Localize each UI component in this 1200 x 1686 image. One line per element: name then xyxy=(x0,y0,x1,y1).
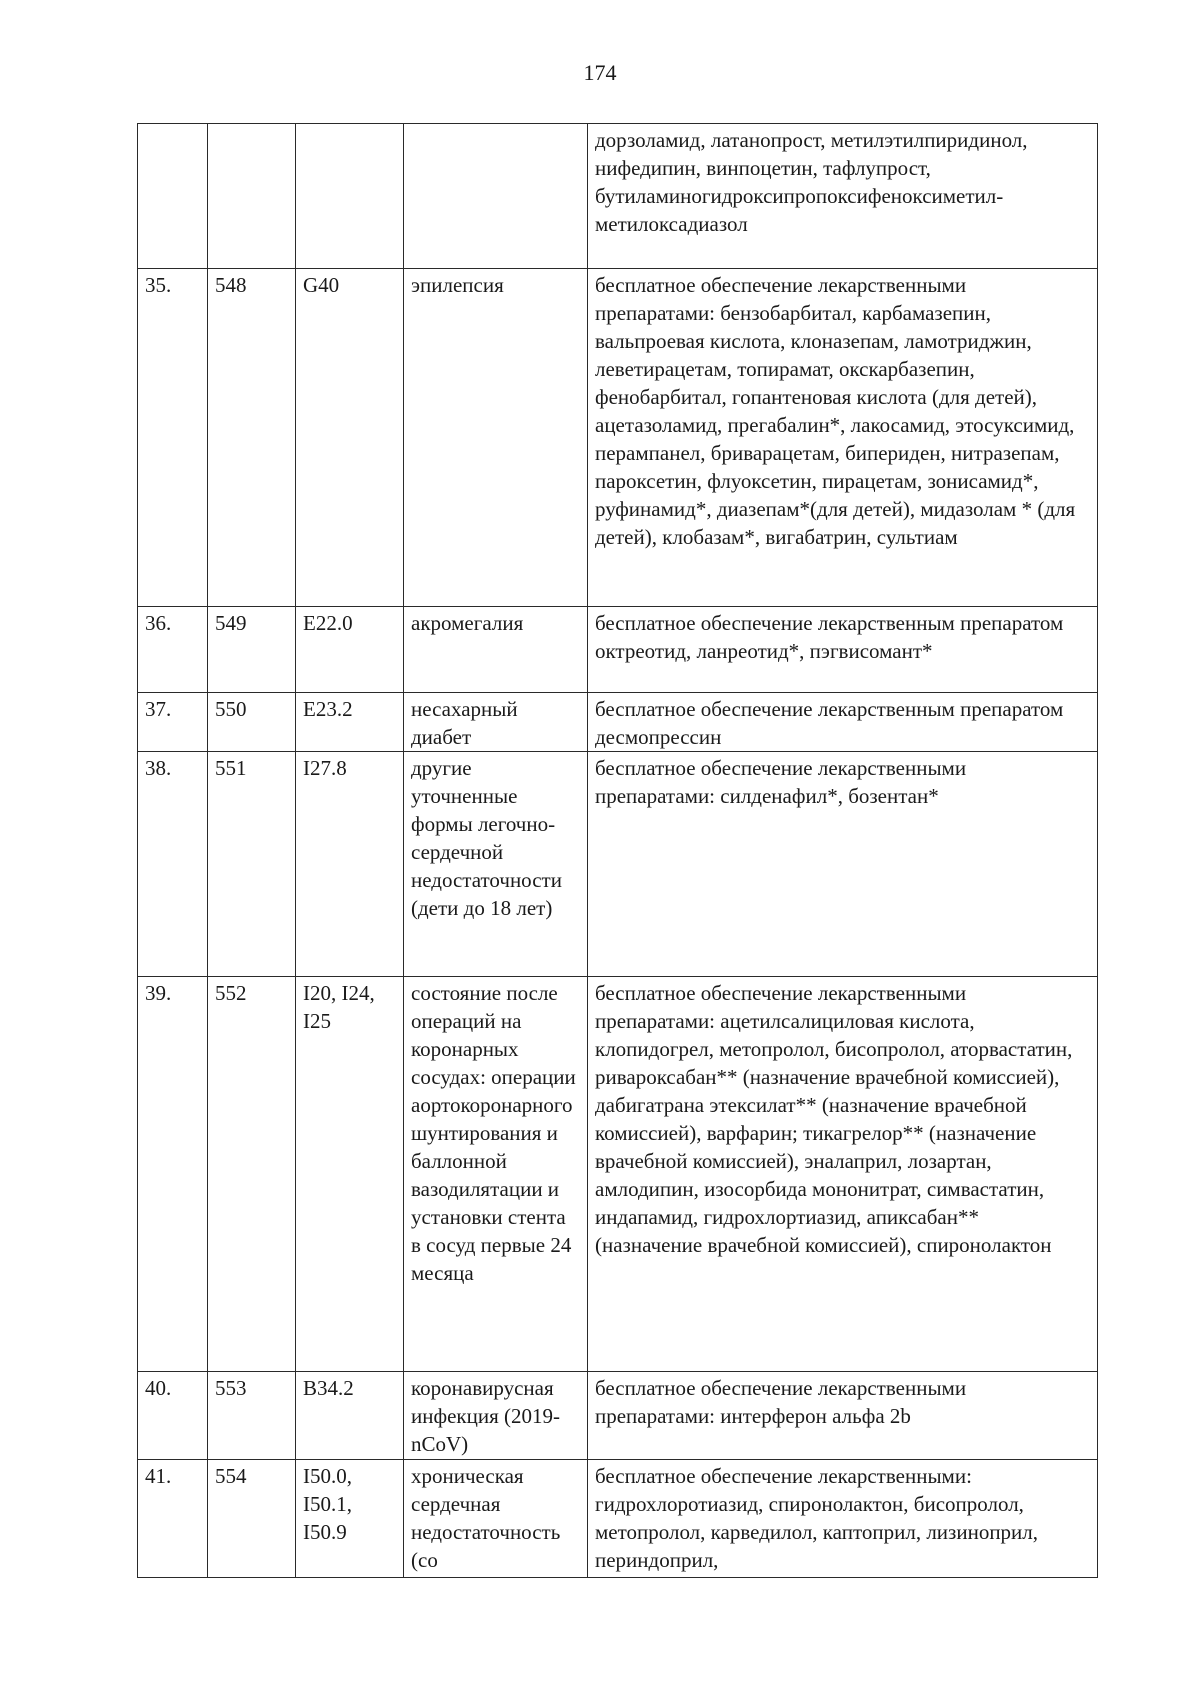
row-support: бесплатное обеспечение лекарственным препаратом десмопрессин xyxy=(588,693,1098,752)
row-disease: эпилепсия xyxy=(404,269,588,607)
row-code: 553 xyxy=(208,1372,296,1460)
row-support: бесплатное обеспечение лекарственными препаратами: бензобарбитал, карбамазепин, вальпроевая кислота, клоназепам, ламотриджин, леветирацетам, топирамат, окскарбазепин, фенобарбитал, гопантеновая кислота (для детей), ацетазоламид, прегабалин*, лакосамид, этосуксимид, перампанел, бриварацетам, бипериден, нитразепам, пароксетин, флуоксетин, пирацетам, зонисамид*, руфинамид*, диазепам*(для детей), мидазолам * (для детей), клобазам*, вигабатрин, сультиам xyxy=(588,269,1098,607)
row-number xyxy=(138,124,208,269)
row-code: 549 xyxy=(208,607,296,693)
row-number: 40. xyxy=(138,1372,208,1460)
table-row xyxy=(138,977,1098,1372)
row-support: бесплатное обеспечение лекарственными: гидрохлоротиазид, спиронолактон, бисопролол, метопролол, карведилол, каптоприл, лизиноприл, периндоприл, xyxy=(588,1460,1098,1578)
table-row xyxy=(138,752,1098,977)
table-row xyxy=(138,607,1098,693)
row-disease: состояние после операций на коронарных сосудах: операции аортокоронарного шунтирования и баллонной вазодилятации и установки стента в сосуд первые 24 месяца xyxy=(404,977,588,1372)
row-support: дорзоламид, латанопрост, метилэтилпиридинол, нифедипин, винпоцетин, тафлупрост, бутиламиногидроксипропоксифеноксиметил-метилоксадиазол xyxy=(588,124,1098,269)
row-icd-code: I20, I24, I25 xyxy=(296,977,404,1372)
row-icd-code: I27.8 xyxy=(296,752,404,977)
row-number: 41. xyxy=(138,1460,208,1578)
row-icd-code: E22.0 xyxy=(296,607,404,693)
row-code xyxy=(208,124,296,269)
row-code: 554 xyxy=(208,1460,296,1578)
row-code: 551 xyxy=(208,752,296,977)
row-disease: несахарный диабет xyxy=(404,693,588,752)
row-number: 37. xyxy=(138,693,208,752)
row-number: 35. xyxy=(138,269,208,607)
row-number: 38. xyxy=(138,752,208,977)
row-icd-code xyxy=(296,124,404,269)
row-support: бесплатное обеспечение лекарственными препаратами: силденафил*, бозентан* xyxy=(588,752,1098,977)
table-row xyxy=(138,269,1098,607)
row-disease: акромегалия xyxy=(404,607,588,693)
row-support: бесплатное обеспечение лекарственными препаратами: интерферон альфа 2b xyxy=(588,1372,1098,1460)
row-disease: коронавирусная инфекция (2019-nCoV) xyxy=(404,1372,588,1460)
row-disease: другие уточненные формы легочно-сердечной недостаточности (дети до 18 лет) xyxy=(404,752,588,977)
page-number: 174 xyxy=(583,60,617,85)
row-support: бесплатное обеспечение лекарственными препаратами: ацетилсалициловая кислота, клопидогрел, метопролол, бисопролол, аторвастатин, ривароксабан** (назначение врачебной комиссией), дабигатрана этексилат** (назначение врачебной комиссией), варфарин; тикагрелор** (назначение врачебной комиссией), эналаприл, лозартан, амлодипин, изосорбида мононитрат, симвастатин, индапамид, гидрохлортиазид, апиксабан** (назначение врачебной комиссией), спиронолактон xyxy=(588,977,1098,1372)
row-code: 552 xyxy=(208,977,296,1372)
row-number: 36. xyxy=(138,607,208,693)
table-row xyxy=(138,1460,1098,1578)
row-icd-code: G40 xyxy=(296,269,404,607)
row-support: бесплатное обеспечение лекарственным препаратом октреотид, ланреотид*, пэгвисомант* xyxy=(588,607,1098,693)
row-icd-code: B34.2 xyxy=(296,1372,404,1460)
table-row xyxy=(138,1372,1098,1460)
row-number: 39. xyxy=(138,977,208,1372)
row-disease xyxy=(404,124,588,269)
row-icd-code: E23.2 xyxy=(296,693,404,752)
row-icd-code: I50.0, I50.1, I50.9 xyxy=(296,1460,404,1578)
medication-table xyxy=(137,123,1098,1578)
table-row xyxy=(138,124,1098,269)
table-row xyxy=(138,693,1098,752)
row-code: 550 xyxy=(208,693,296,752)
row-code: 548 xyxy=(208,269,296,607)
row-disease: хроническая сердечная недостаточность (со xyxy=(404,1460,588,1578)
